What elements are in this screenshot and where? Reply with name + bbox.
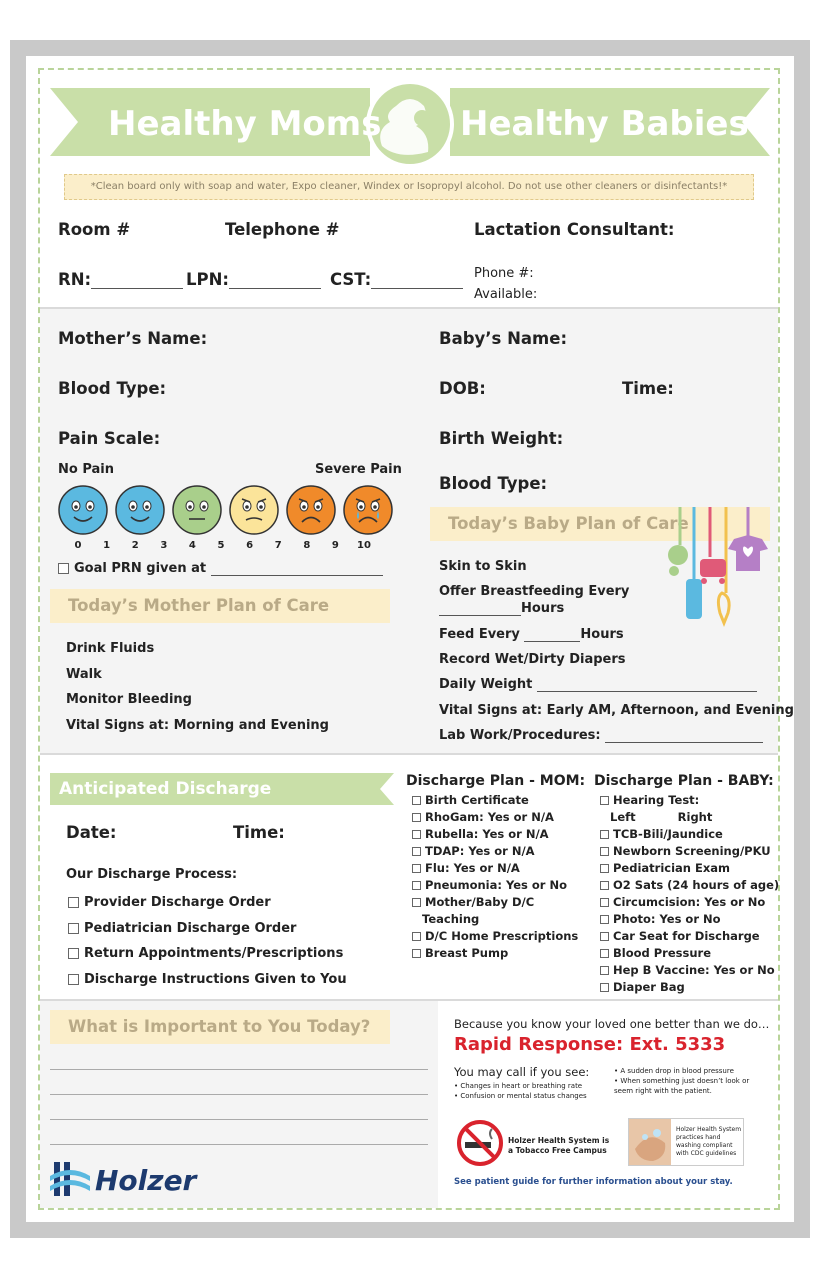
room-label: Room # <box>58 220 131 239</box>
mother-plan-item: Drink Fluids <box>66 641 155 656</box>
mom-item[interactable]: Breast Pump <box>412 945 578 962</box>
pain-number: 6 <box>246 540 254 551</box>
baby-item[interactable]: Car Seat for Discharge <box>600 928 779 945</box>
pain-face-crying-icon <box>343 485 393 535</box>
pain-face-sad-icon <box>286 485 336 535</box>
mom-checkbox[interactable] <box>412 864 421 873</box>
mother-plan-item: Walk <box>66 666 102 682</box>
tobacco-free-text: Holzer Health System is a Tobacco Free Campus <box>508 1136 610 1155</box>
baby-item[interactable]: TCB-Bili/Jaundice <box>600 826 779 843</box>
baby-checkbox[interactable] <box>600 898 609 907</box>
no-pain-label: No Pain <box>58 462 114 477</box>
mom-checkbox[interactable] <box>412 847 421 856</box>
baby-item[interactable]: Newborn Screening/PKU <box>600 843 779 860</box>
cst-label: CST: <box>330 270 463 289</box>
skin-to-skin: Skin to Skin <box>439 559 527 574</box>
mom-item[interactable]: TDAP: Yes or N/A <box>412 843 578 860</box>
mom-checkbox[interactable] <box>412 932 421 941</box>
baby-item[interactable]: Diaper Bag <box>600 979 779 996</box>
process-checkbox[interactable] <box>68 948 79 959</box>
mom-checkbox[interactable] <box>412 796 421 805</box>
discharge-title: Anticipated Discharge <box>59 779 272 799</box>
discharge-baby-list <box>600 792 779 996</box>
discharge-time-label: Time: <box>233 823 285 842</box>
rapid-bullets-right: • A sudden drop in blood pressure • When something just doesn’t look or seem right with the patient. <box>614 1067 750 1095</box>
pain-number: 9 <box>331 540 339 551</box>
baby-item[interactable]: Hearing Test: <box>600 792 779 809</box>
process-item[interactable]: Discharge Instructions Given to You <box>68 967 347 993</box>
mom-item[interactable]: D/C Home Prescriptions <box>412 928 578 945</box>
process-item[interactable]: Provider Discharge Order <box>68 890 347 916</box>
mom-item[interactable]: Mother/Baby D/C <box>412 894 578 911</box>
baby-item[interactable]: Hep B Vaccine: Yes or No <box>600 962 779 979</box>
writing-line <box>50 1119 428 1120</box>
pain-number: 3 <box>160 540 168 551</box>
available-label: Available: <box>474 287 538 302</box>
pain-faces <box>58 485 393 537</box>
feed-every-item: Feed Every Hours <box>439 627 624 642</box>
lpn-label: LPN: <box>186 270 321 289</box>
process-checkbox[interactable] <box>68 923 79 934</box>
phone-label: Phone #: <box>474 266 534 281</box>
goal-prn-checkbox[interactable] <box>58 563 69 574</box>
writing-line <box>50 1069 428 1070</box>
baby-plan-ribbon: Today’s Baby Plan of Care <box>430 507 770 541</box>
pain-number: 10 <box>357 540 371 551</box>
discharge-mom-list <box>412 792 578 962</box>
baby-checkbox[interactable] <box>600 864 609 873</box>
pain-face-happy-icon <box>115 485 165 535</box>
discharge-process-title: Our Discharge Process: <box>66 867 238 882</box>
discharge-baby-title: Discharge Plan - BABY: <box>594 773 774 789</box>
hearing-left-right: Left Right <box>610 810 713 824</box>
dob-label: DOB: <box>439 379 486 398</box>
mother-plan-list <box>66 636 329 738</box>
pain-scale-label: Pain Scale: <box>58 429 161 448</box>
divider <box>40 753 778 755</box>
baby-checkbox[interactable] <box>600 796 609 805</box>
baby-checkbox[interactable] <box>600 847 609 856</box>
discharge-date-label: Date: <box>66 823 117 842</box>
birth-weight-label: Birth Weight: <box>439 429 564 448</box>
pain-numbers <box>58 540 393 556</box>
rapid-call-label: You may call if you see: <box>454 1065 590 1079</box>
baby-time-label: Time: <box>622 379 674 398</box>
pain-number: 8 <box>303 540 311 551</box>
no-smoking-icon <box>456 1119 504 1167</box>
cleaning-notice: *Clean board only with soap and water, Expo cleaner, Windex or Isopropyl alcohol. Do not use other cleaners or disinfectants!* <box>64 174 754 200</box>
mom-item-teaching: Teaching <box>422 912 480 926</box>
diapers-item: Record Wet/Dirty Diapers <box>439 652 626 667</box>
mother-plan-item: Monitor Bleeding <box>66 692 192 707</box>
baby-blood-type-label: Blood Type: <box>439 474 548 493</box>
pain-number: 0 <box>74 540 82 551</box>
process-checkbox[interactable] <box>68 897 79 908</box>
pain-face-happy-icon <box>58 485 108 535</box>
mom-item[interactable]: RhoGam: Yes or N/A <box>412 809 578 826</box>
rapid-bullets-left: • Changes in heart or breathing rate • Confusion or mental status changes <box>454 1082 587 1100</box>
pain-number: 7 <box>274 540 282 551</box>
holzer-logo-icon <box>50 1158 90 1200</box>
baby-item[interactable]: Pediatrician Exam <box>600 860 779 877</box>
process-item[interactable]: Return Appointments/Prescriptions <box>68 941 347 967</box>
baby-checkbox[interactable] <box>600 966 609 975</box>
rn-label: RN: <box>58 270 183 289</box>
mom-item[interactable]: Flu: Yes or N/A <box>412 860 578 877</box>
handwash-text: Holzer Health System practices hand washing compliant with CDC guidelines <box>676 1126 742 1157</box>
pain-number: 2 <box>131 540 139 551</box>
important-ribbon: What is Important to You Today? <box>50 1010 390 1044</box>
baby-checkbox[interactable] <box>600 830 609 839</box>
baby-item[interactable]: Photo: Yes or No <box>600 911 779 928</box>
header-title-left: Healthy Moms <box>108 104 382 144</box>
holzer-logo-text: Holzer <box>95 1164 197 1197</box>
lactation-label: Lactation Consultant: <box>474 220 675 239</box>
mom-checkbox[interactable] <box>412 830 421 839</box>
writing-line <box>50 1094 428 1095</box>
pain-number: 5 <box>217 540 225 551</box>
mom-checkbox[interactable] <box>412 949 421 958</box>
breastfeeding-hours: Hours <box>439 601 564 616</box>
pain-face-neutral-icon <box>172 485 222 535</box>
rapid-title: Rapid Response: Ext. 5333 <box>454 1034 726 1055</box>
baby-checkbox[interactable] <box>600 881 609 890</box>
baby-item[interactable]: Blood Pressure <box>600 945 779 962</box>
lab-work-item: Lab Work/Procedures: <box>439 728 763 743</box>
severe-pain-label: Severe Pain <box>315 462 402 477</box>
baby-checkbox[interactable] <box>600 932 609 941</box>
discharge-mom-title: Discharge Plan - MOM: <box>406 773 586 789</box>
pain-number: 4 <box>188 540 196 551</box>
header-title-right: Healthy Babies <box>460 104 749 144</box>
process-item[interactable]: Pediatrician Discharge Order <box>68 916 347 942</box>
writing-line <box>50 1144 428 1145</box>
baby-mobile-icon <box>660 507 775 632</box>
mom-item[interactable]: Rubella: Yes or N/A <box>412 826 578 843</box>
mom-checkbox[interactable] <box>412 898 421 907</box>
pain-face-worried-icon <box>229 485 279 535</box>
pain-number: 1 <box>103 540 111 551</box>
mother-blood-type-label: Blood Type: <box>58 379 167 398</box>
baby-checkbox[interactable] <box>600 949 609 958</box>
baby-item[interactable]: Circumcision: Yes or No <box>600 894 779 911</box>
rapid-intro: Because you know your loved one better than we do… <box>454 1017 770 1031</box>
daily-weight-item: Daily Weight <box>439 677 757 692</box>
baby-checkbox[interactable] <box>600 915 609 924</box>
baby-item[interactable]: O2 Sats (24 hours of age) <box>600 877 779 894</box>
mom-item[interactable]: Birth Certificate <box>412 792 578 809</box>
mom-checkbox[interactable] <box>412 881 421 890</box>
mom-checkbox[interactable] <box>412 813 421 822</box>
mother-name-label: Mother’s Name: <box>58 329 208 348</box>
baby-vitals-item: Vital Signs at: Early AM, Afternoon, and Evening <box>439 703 794 718</box>
baby-name-label: Baby’s Name: <box>439 329 568 348</box>
baby-checkbox[interactable] <box>600 983 609 992</box>
mother-plan-item: Vital Signs at: Morning and Evening <box>66 717 329 733</box>
goal-prn-row[interactable]: Goal PRN given at <box>58 561 383 576</box>
breastfeeding-item: Offer Breastfeeding Every <box>439 584 630 599</box>
process-checkbox[interactable] <box>68 974 79 985</box>
mother-plan-ribbon: Today’s Mother Plan of Care <box>50 589 390 623</box>
telephone-label: Telephone # <box>225 220 340 239</box>
mom-item[interactable]: Pneumonia: Yes or No <box>412 877 578 894</box>
handwash-icon <box>629 1119 671 1165</box>
patient-guide-note: See patient guide for further information about your stay. <box>454 1177 733 1187</box>
discharge-process-list <box>68 890 347 992</box>
